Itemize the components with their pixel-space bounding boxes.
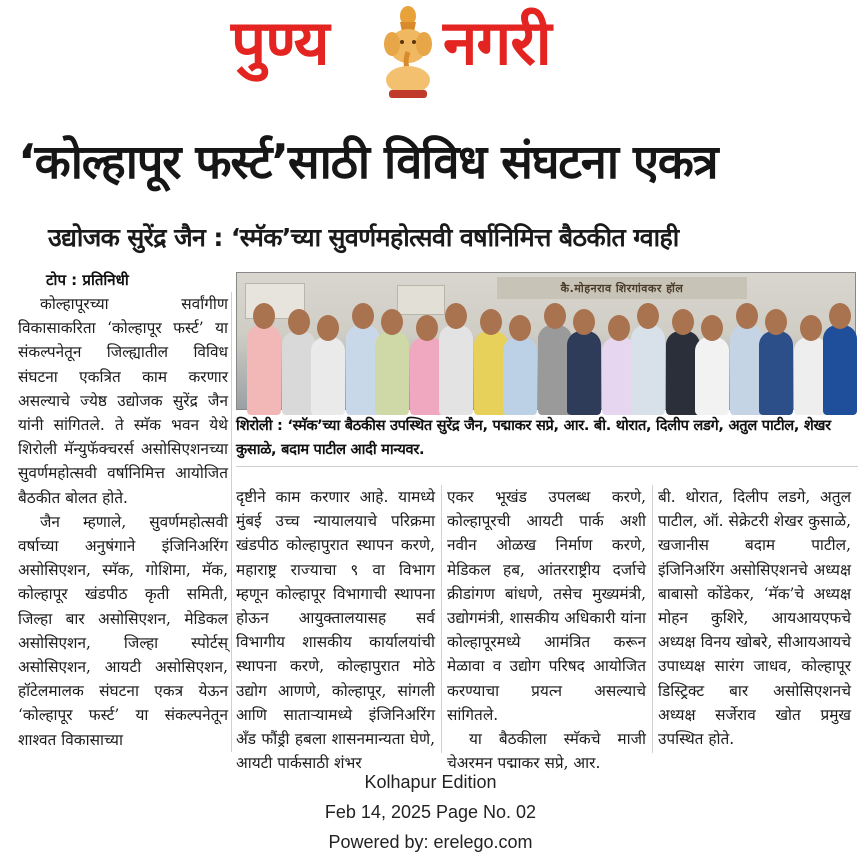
masthead-logo [225,4,645,108]
person-figure [247,325,281,415]
person-figure [695,337,729,415]
person-figure [439,325,473,415]
person-head [416,315,438,341]
paragraph: दृष्टीने काम करणार आहे. यामध्ये मुंबई उच्च न्यायालयाचे परिक्रमा खंडपीठ कोल्हापुरात स्थापन करणे, महाराष्ट्र राज्याचा ९ वा विभाग म्हणून कोल्हापूर विभागाची स्थापना होऊन आयुक्तालयासह सर्व विभागीय शासकीय कार्यालयांची स्थापना करणे, कोल्हापुरात मोठे उद्योग आणणे, कोल्हापूर, सांगली आणि साताऱ्यामध्ये इंजिनिअरिंग अँड फौंड्री हबला शासनमान्यता घेणे, आयटी पार्कसाठी शंभर [236,488,435,773]
person-figure [375,331,409,415]
person-head [573,309,595,335]
article-subheadline: उद्योजक सुरेंद्र जैन : ‘स्मॅक’च्या सुवर्णमहोत्सवी वर्षानिमित्त बैठकीत ग्वाही [48,223,679,252]
date-page-label: Feb 14, 2025 Page No. 02 [324,802,537,822]
person-head [509,315,531,341]
paragraph: बी. थोरात, दिलीप लडगे, अतुल पाटील, ऑ. सेक्रेटरी शेखर कुसाळे, खजानीस बदाम पाटील, इंजिनिअरिंग असोसिएशनचे अध्यक्ष बाबासो कोंडेकर, ‘मॅक’चे अध्यक्ष मोहन कुशिरे, आयआयएफचे अध्यक्ष विनय खोबरे, सीआयआयचे उपाध्यक्ष सारंग जाधव, कोल्हापूर डिस्ट्रिक्ट बार असोसिएशनचे अध्यक्ष सर्जेराव खोत प्रमुख उपस्थित होते. [658,488,851,749]
photo-caption: शिरोली : ‘स्मॅक’च्या बैठकीस उपस्थित सुरेंद्र जैन, पद्माकर सप्रे, आर. बी. थोरात, दिलीप लडगे, अतुल पाटील, शेखर कुसाळे, बदाम पाटील आदी मान्यवर. [236,417,831,458]
column-divider [652,485,653,753]
column-divider [441,485,442,753]
person-figure [503,337,537,415]
article-column-4 [658,485,851,753]
article-column-3 [447,485,646,773]
person-head [829,303,851,329]
person-head [765,309,787,335]
wall-frame [397,285,445,315]
person-head [608,315,630,341]
person-head [544,303,566,329]
person-head [672,309,694,335]
paragraph: जैन म्हणाले, सुवर्णमहोत्सवी वर्षाच्या अनुषंगाने इंजिनिअरिंग असोसिएशन, स्मॅक, गोशिमा, मॅक, कोल्हापूर खंडपीठ कृती समिती, जिल्हा बार असोसिएशन, मेडिकल असोसिएशन, जिल्हा स्पोर्टस् असोसिएशन, आयटी असोसिएशन, हॉटेलमालक संघटना एकत्र येऊन ‘कोल्हापूर फर्स्ट’ या संकल्पनेतून शाश्वत विकासाच्या [18,512,228,749]
divider [236,466,858,467]
person-head [800,315,822,341]
person-head [637,303,659,329]
paragraph: कोल्हापूरच्या सर्वांगीण विकासाकरिता ‘कोल्हापूर फर्स्ट’ या संकल्पनेतून जिल्ह्यातील विविध संघटना एकत्रित काम करणार असल्याचे ज्येष्ठ उद्योजक सुरेंद्र जैन यांनी सांगितले. ते स्मॅक भवन येथे शिरोली मॅन्युफॅक्चरर्स असोसिएशनच्या सुवर्णमहोत्सवी वर्षानिमित्त आयोजित बैठकीत बोलत होते. [18,295,228,507]
person-head [736,303,758,329]
person-head [480,309,502,335]
person-head [445,303,467,329]
ganesha-icon [377,4,439,100]
hall-sign: कै.मोहनराव शिरगांवकर हॉल [497,277,747,299]
person-head [288,309,310,335]
masthead-left-word: पुण्य [231,6,329,79]
person-figure [567,331,601,415]
person-head [253,303,275,329]
person-head [317,315,339,341]
article-column-1 [18,292,228,752]
person-figure [631,325,665,415]
person-head [381,309,403,335]
person-figure [311,337,345,415]
paragraph: एकर भूखंड उपलब्ध करणे, कोल्हापूरची आयटी पार्क अशी नवीन ओळख निर्माण करणे, मेडिकल हब, आंतरराष्ट्रीय दर्जाचे क्रीडांगण बांधणे, तसेच मुख्यमंत्री, उद्योगमंत्री, शासकीय अधिकारी यांना कोल्हापूरमध्ये आमंत्रित करून मेळावा व उद्योग परिषद आयोजित करण्याचा प्रयत्न असल्याचे सांगितले. [447,488,646,724]
masthead-right-word: नगरी [443,6,551,79]
article-column-2 [236,485,435,773]
person-head [352,303,374,329]
article-headline: ‘कोल्हापूर फर्स्ट’साठी विविध संघटना एकत्र [18,135,718,190]
edition-label: Kolhapur Edition [364,772,497,792]
paragraph: या बैठकीला स्मॅकचे माजी चेअरमन पद्माकर सप्रे, आर. [447,730,646,773]
article-photo [236,272,856,410]
byline: टोप : प्रतिनिधी [46,271,129,289]
person-head [701,315,723,341]
person-figure [759,331,793,415]
powered-by-link[interactable]: Powered by: erelego.com [328,832,533,852]
person-figure [823,325,857,415]
column-divider [231,292,232,752]
